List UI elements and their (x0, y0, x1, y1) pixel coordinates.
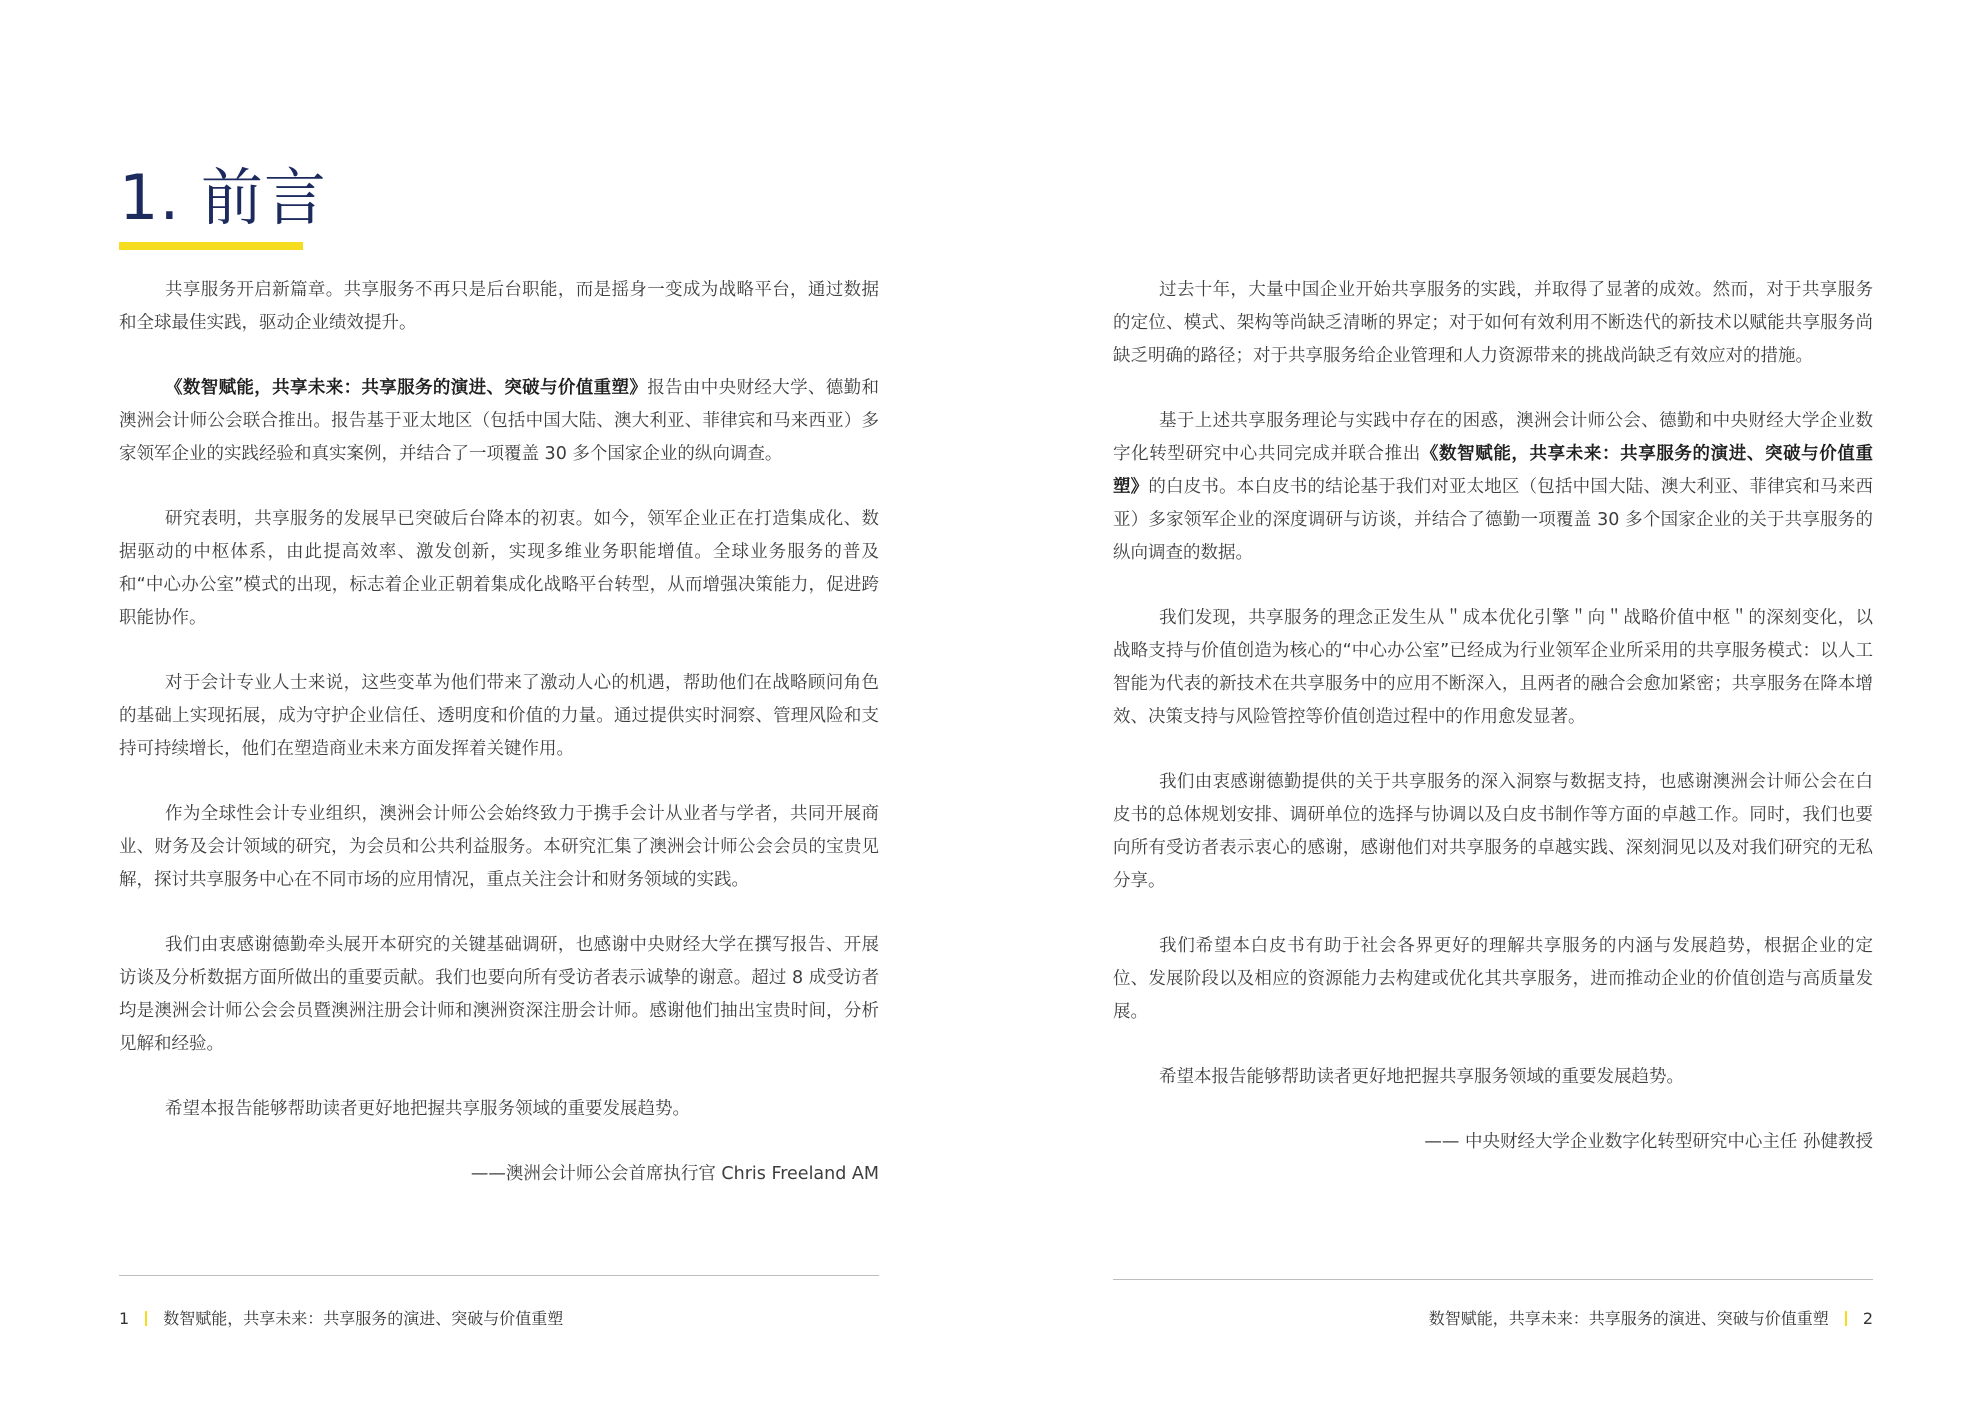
footer (119, 1307, 563, 1331)
paragraph: 我们由衷感谢德勤提供的关于共享服务的深入洞察与数据支持，也感谢澳洲会计师公会在白皮书的总体规划安排、调研单位的选择与协调以及白皮书制作等方面的卓越工作。同时，我们也要向所有受访者表示衷心的感谢，感谢他们对共享服务的卓越实践、深刻洞见以及对我们研究的无私分享。 (1113, 772, 1873, 891)
page-number: 1 (119, 1309, 130, 1328)
footer-title: 数智赋能，共享未来：共享服务的演进、突破与价值重塑 (1428, 1309, 1829, 1328)
paragraph: 共享服务开启新篇章。共享服务不再只是后台职能，而是摇身一变成为战略平台，通过数据和全球最佳实践，驱动企业绩效提升。 (119, 280, 879, 333)
paragraph: 我们希望本白皮书有助于社会各界更好的理解共享服务的内涵与发展趋势，根据企业的定位、发展阶段以及相应的资源能力去构建或优化其共享服务，进而推动企业的价值创造与高质量发展。 (1113, 936, 1873, 1022)
paragraph: 基于上述共享服务理论与实践中存在的困惑，澳洲会计师公会、德勤和中央财经大学企业数字化转型研究中心共同完成并联合推出《数智赋能，共享未来：共享服务的演进、突破与价值重塑》的白皮书。本白皮书的结论基于我们对亚太地区（包括中国大陆、澳大利亚、菲律宾和马来西亚）多家领军企业的深度调研与访谈，并结合了德勤一项覆盖 30 多个国家企业的关于共享服务的纵向调查的数据。 (1113, 411, 1874, 563)
page-title: 1. 前言 (119, 161, 327, 234)
paragraph: 我们由衷感谢德勤牵头展开本研究的关键基础调研，也感谢中央财经大学在撰写报告、开展访谈及分析数据方面所做出的重要贡献。我们也要向所有受访者表示诚挚的谢意。超过 8 成受访者均是澳洲会计师公会会员暨澳洲注册会计师和澳洲资深注册会计师。感谢他们抽出宝贵时间，分析见解和经验。 (119, 935, 879, 1054)
paragraph: 《数智赋能，共享未来：共享服务的演进、突破与价值重塑》报告由中央财经大学、德勤和澳洲会计师公会联合推出。报告基于亚太地区（包括中国大陆、澳大利亚、菲律宾和马来西亚）多家领军企业的实践经验和真实案例，并结合了一项覆盖 30 多个国家企业的纵向调查。 (119, 378, 880, 464)
paragraph: 我们发现，共享服务的理念正发生从＂成本优化引擎＂向＂战略价值中枢＂的深刻变化，以战略支持与价值创造为核心的“中心办公室”已经成为行业领军企业所采用的共享服务模式：以人工智能为代表的新技术在共享服务中的应用不断深入，且两者的融合会愈加紧密；共享服务在降本增效、决策支持与风险管控等价值创造过程中的作用愈发显著。 (1113, 608, 1873, 727)
paragraph: 过去十年，大量中国企业开始共享服务的实践，并取得了显著的成效。然而，对于共享服务的定位、模式、架构等尚缺乏清晰的界定；对于如何有效利用不断迭代的新技术以赋能共享服务尚缺乏明确的路径；对于共享服务给企业管理和人力资源带来的挑战尚缺乏有效应对的措施。 (1113, 280, 1873, 366)
paragraph: 对于会计专业人士来说，这些变革为他们带来了激动人心的机遇，帮助他们在战略顾问角色的基础上实现拓展，成为守护企业信任、透明度和价值的力量。通过提供实时洞察、管理风险和支持可持续增长，他们在塑造商业未来方面发挥着关键作用。 (119, 673, 879, 759)
signature: —— 中央财经大学企业数字化转型研究中心主任 孙健教授 (1424, 1132, 1873, 1152)
footer-divider (119, 1275, 879, 1276)
footer (1429, 1307, 1873, 1331)
report-title-bold: 《数智赋能，共享未来：共享服务的演进、突破与价值重塑》 (165, 378, 648, 398)
footer-separator (145, 1311, 147, 1326)
right-body-text (1113, 274, 1873, 1159)
page-number: 2 (1862, 1309, 1873, 1328)
signature: ——澳洲会计师公会首席执行官 Chris Freeland AM (470, 1164, 879, 1184)
footer-separator (1845, 1311, 1847, 1326)
footer-title: 数智赋能，共享未来：共享服务的演进、突破与价值重塑 (163, 1309, 564, 1328)
report-title-bold: 《数智赋能，共享未来：共享服务的演进、突破与价值重塑》 (1113, 444, 1874, 497)
paragraph: 研究表明，共享服务的发展早已突破后台降本的初衷。如今，领军企业正在打造集成化、数据驱动的中枢体系，由此提高效率、激发创新，实现多维业务职能增值。全球业务服务的普及和“中心办公室”模式的出现，标志着企业正朝着集成化战略平台转型，从而增强决策能力，促进跨职能协作。 (119, 509, 879, 628)
footer-divider (1113, 1279, 1873, 1280)
right-page (1113, 0, 1873, 1403)
title-underline (119, 242, 303, 250)
left-page (119, 0, 879, 1403)
left-body-text (119, 274, 879, 1191)
paragraph: 作为全球性会计专业组织，澳洲会计师公会始终致力于携手会计从业者与学者，共同开展商业、财务及会计领域的研究，为会员和公共利益服务。本研究汇集了澳洲会计师公会会员的宝贵见解，探讨共享服务中心在不同市场的应用情况，重点关注会计和财务领域的实践。 (119, 804, 879, 890)
paragraph: 希望本报告能够帮助读者更好地把握共享服务领域的重要发展趋势。 (1159, 1067, 1684, 1087)
paragraph: 希望本报告能够帮助读者更好地把握共享服务领域的重要发展趋势。 (165, 1099, 690, 1119)
